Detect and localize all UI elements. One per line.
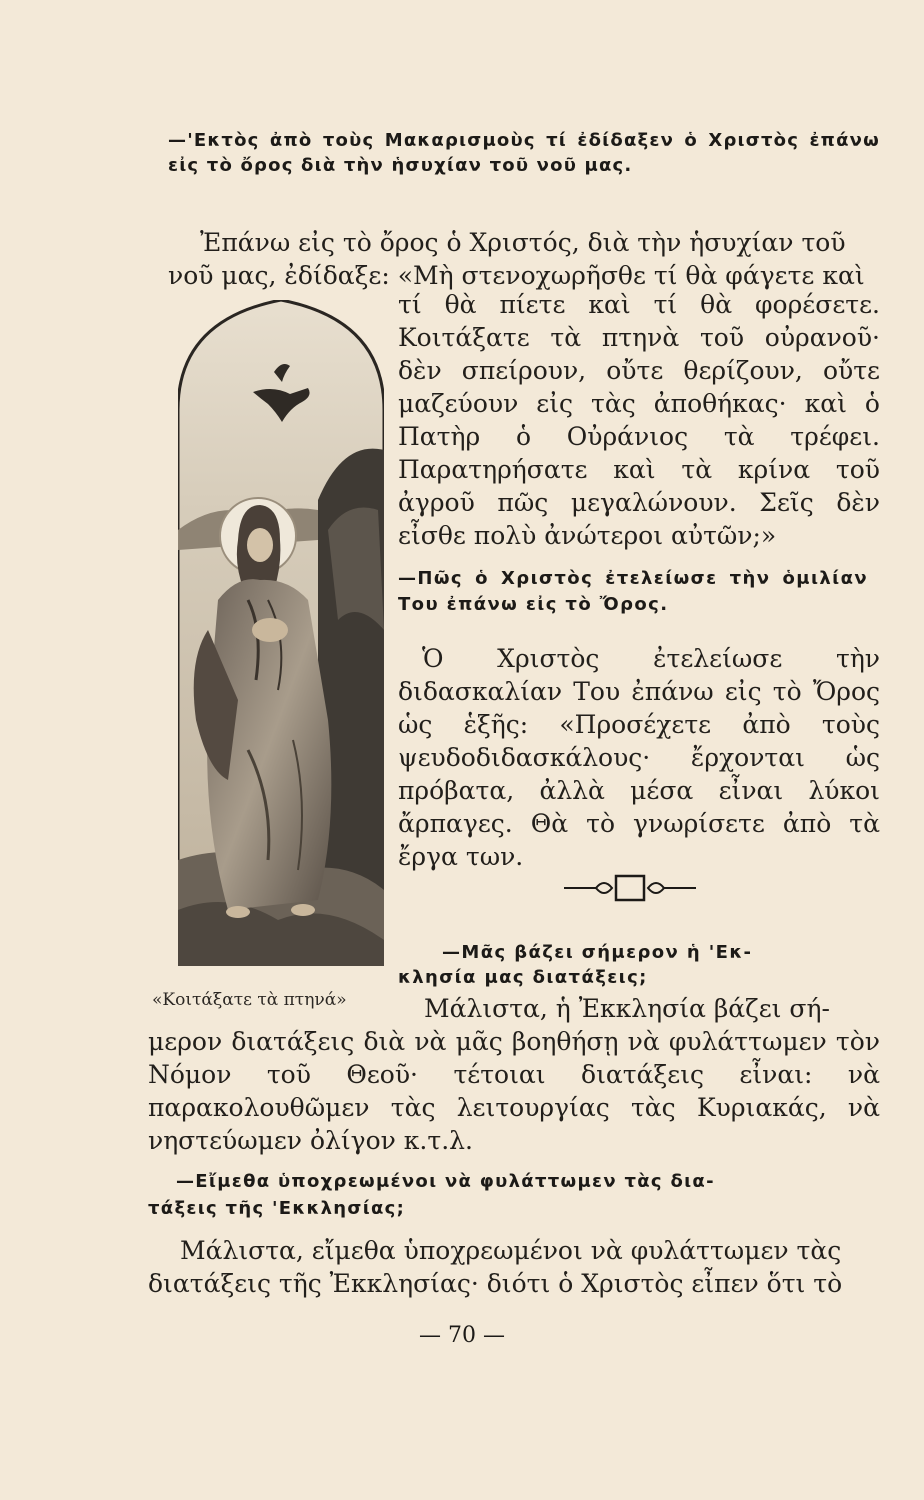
page-number: — 70 — — [419, 1323, 505, 1348]
christ-on-mount-illustration — [178, 300, 384, 966]
illustration-caption: «Κοιτάξατε τὰ πτηνά» — [152, 990, 347, 1010]
answer-paragraph-3 — [148, 992, 880, 1157]
answer-paragraph-2: Ὁ Χριστὸς ἐτελείωσε τὴν διδασκαλίαν Του ἐπάνω εἰς τὸ Ὄρος ὡς ἑξῆς: «Προσέχετε ἀπὸ τοὺς ψευδοδιδασκάλους· ἔρχονται ὡς πρόβατα, ἀλλὰ μέσα εἶναι λύκοι ἄρπαγες. Θὰ τὸ γνωρίσετε ἀπὸ τὰ ἔργα των. — [398, 644, 880, 871]
answer-paragraph-1-intro — [168, 226, 880, 292]
answer-paragraph-4 — [148, 1234, 880, 1300]
section-divider-ornament — [560, 870, 700, 906]
answer-1-line-1: Ἐπάνω εἰς τὸ ὄρος ὁ Χριστός, διὰ τὴν ἡσυχίαν τοῦ — [200, 228, 846, 257]
question-heading-3 — [398, 940, 880, 990]
answer-1-line-2: νοῦ μας, ἐδίδαξε: «Μὴ στενοχωρῆσθε τί θὰ φάγετε καὶ — [168, 261, 865, 290]
answer-4-rest: διατάξεις τῆς Ἐκκλησίας· διότι ὁ Χριστὸς εἶπεν ὅτι τὸ — [148, 1269, 843, 1298]
question-heading-4 — [148, 1168, 880, 1222]
question-heading-2: —Πῶς ὁ Χριστὸς ἐτελείωσε τὴν ὁμιλίαν Του ἐπάνω εἰς τὸ Ὄρος. — [398, 568, 868, 615]
question-heading-1: —'Εκτὸς ἀπὸ τοὺς Μακαρισμοὺς τί ἐδίδαξεν ὁ Χριστὸς ἐπάνω εἰς τὸ ὄρος διὰ τὴν ἡσυχίαν τοῦ νοῦ μας. — [168, 130, 880, 176]
question-4-line-1: —Εἴμεθα ὑποχρεωμένοι νὰ φυλάττωμεν τὰς δια- — [176, 1171, 715, 1192]
question-3-line-1: —Μᾶς βάζει σήμερον ἡ 'Εκ- — [442, 942, 753, 963]
answer-4-first-line: Μάλιστα, εἴμεθα ὑποχρεωμένοι νὰ φυλάττωμεν τὰς — [180, 1236, 842, 1265]
answer-3-rest: μερον διατάξεις διὰ νὰ μᾶς βοηθήσῃ νὰ φυλάττωμεν τὸν Νόμον τοῦ Θεοῦ· τέτοιαι διατάξεις εἶναι: νὰ παρακολουθῶμεν τὰς λειτουργίας τὰς Κυριακάς, νὰ νηστεύωμεν ὀλίγον κ.τ.λ. — [148, 1027, 880, 1155]
answer-3-first-line: Μάλιστα, ἡ Ἐκκλησία βάζει σή- — [424, 994, 830, 1023]
question-3-line-2: κλησία μας διατάξεις; — [398, 967, 648, 988]
question-4-line-2: τάξεις τῆς 'Εκκλησίας; — [148, 1198, 406, 1219]
answer-paragraph-1-body: τί θὰ πίετε καὶ τί θὰ φορέσετε. Κοιτάξατε τὰ πτηνὰ τοῦ οὐρανοῦ· δὲν σπείρουν, οὔτε θερίζουν, οὔτε μαζεύουν εἰς τὰς ἀποθήκας· καὶ ὁ Πατὴρ ὁ Οὐράνιος τὰ τρέφει. Παρατηρήσατε καὶ τὰ κρίνα τοῦ ἀγροῦ πῶς μεγαλώνουν. Σεῖς δὲν εἶσθε πολὺ ἀνώτεροι αὐτῶν;» — [398, 290, 880, 550]
